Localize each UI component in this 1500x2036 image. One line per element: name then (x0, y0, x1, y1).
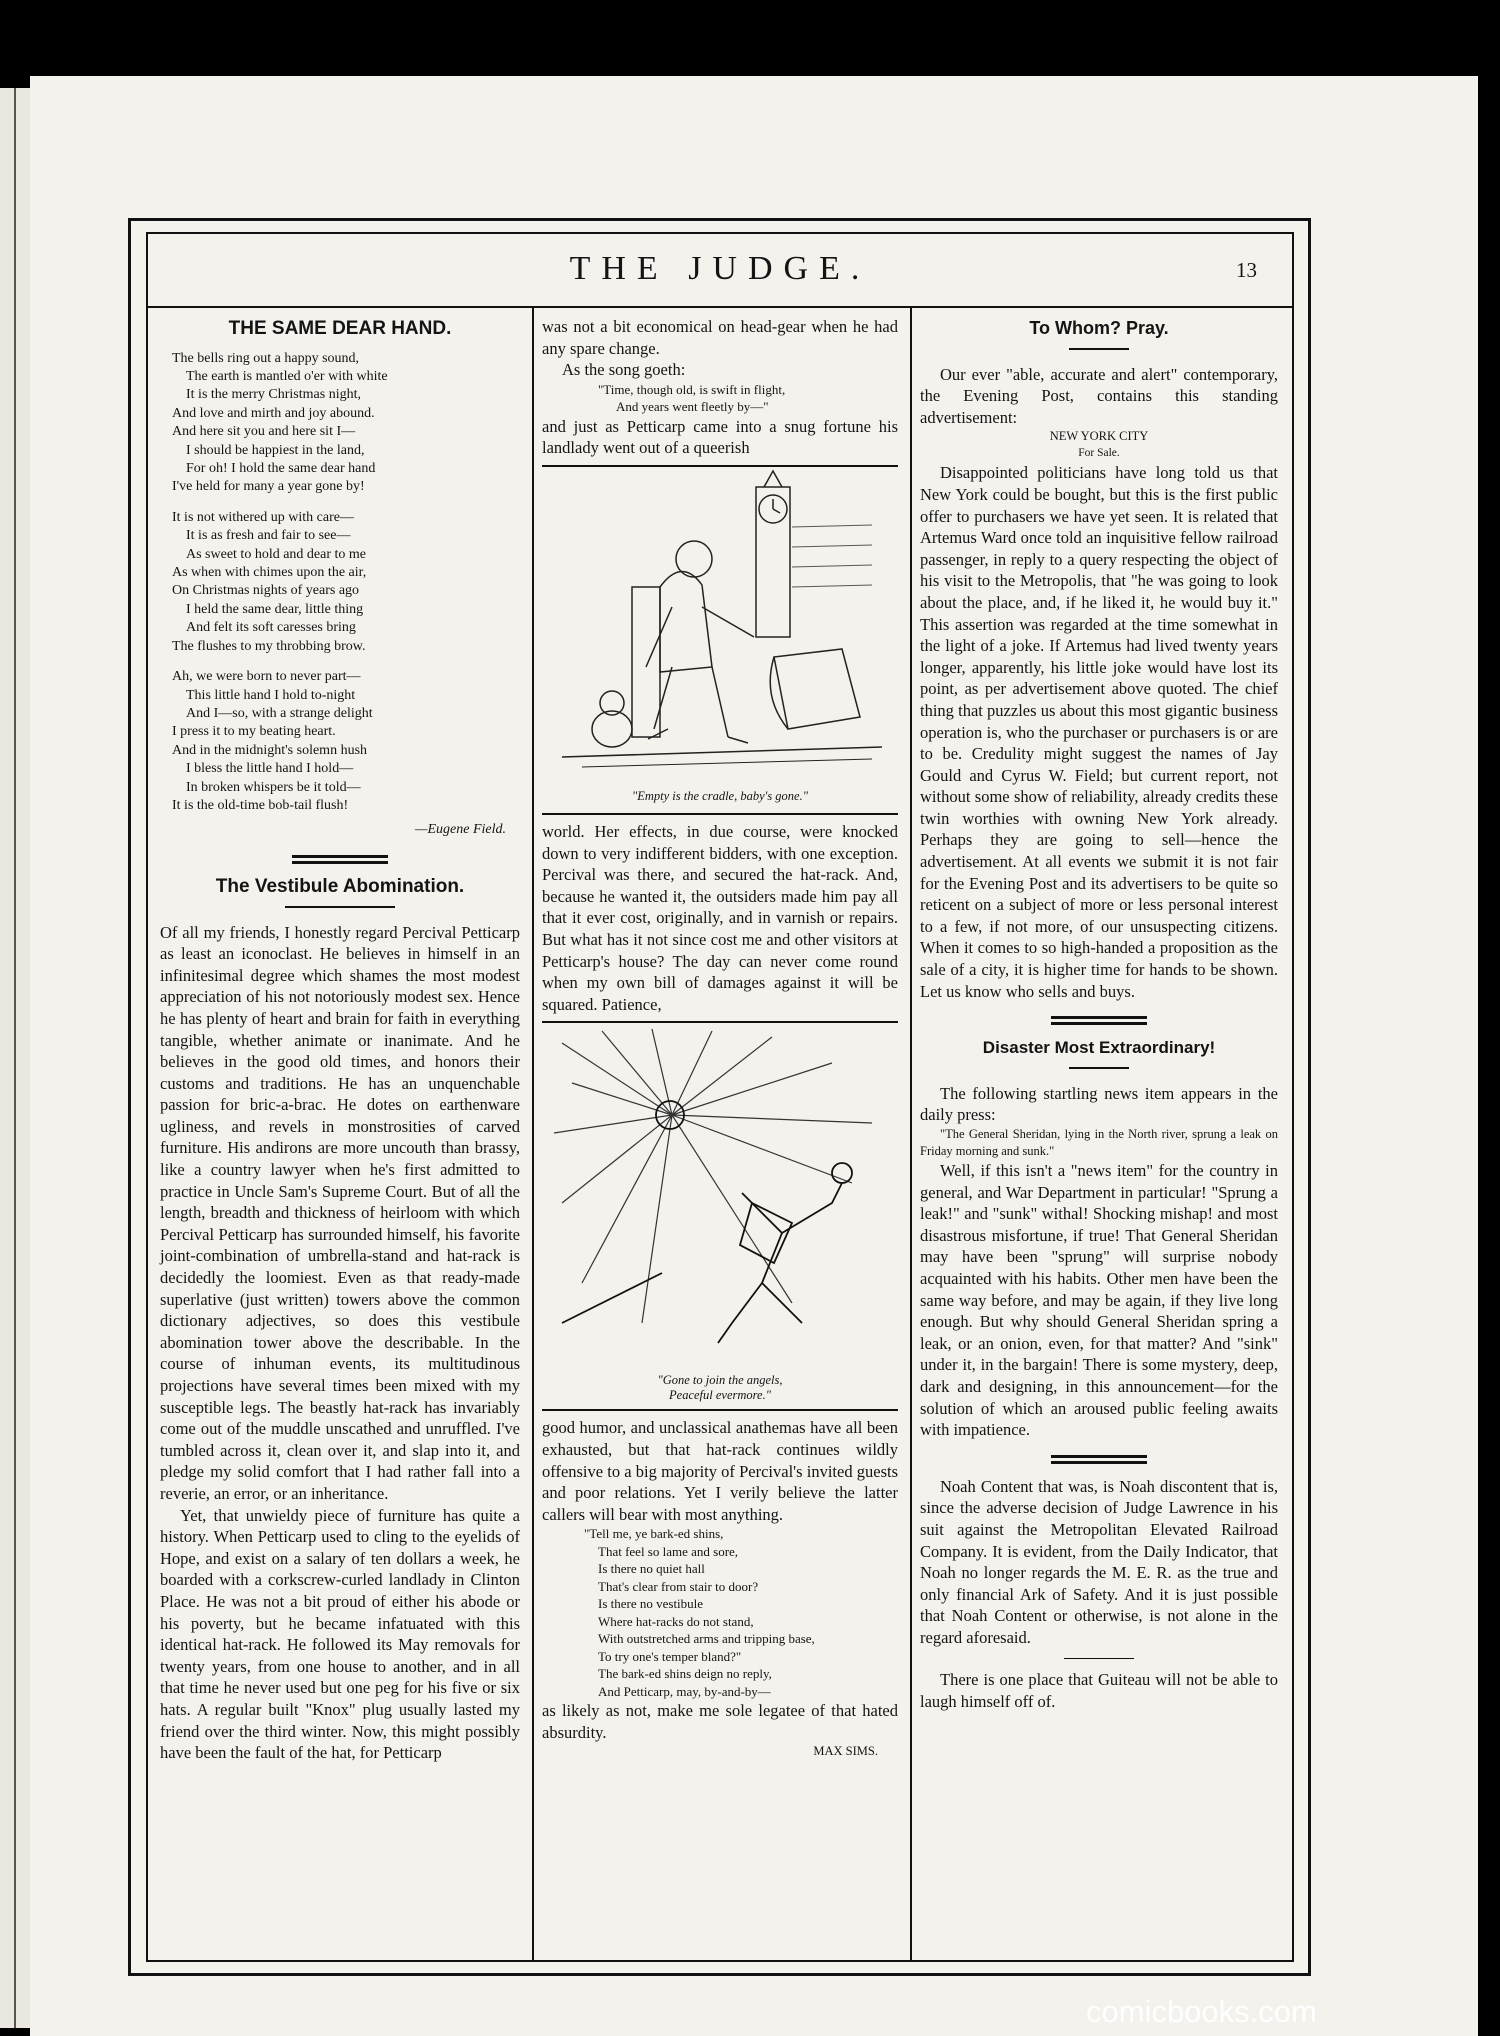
article-paragraph: Well, if this isn't a "news item" for the country in general, and War Department in particular! "Sprung a leak!" and "sunk" withal! Shocking mishap! and most disastrous misfortune, if true! That General Sheridan may have been "sprung" will surprise nobody acquainted with his habits. Other men have been the same way before, and may be again, if they live long enough. But why should General Sheridan spring a leak, or an onion, even, for that matter? And "sink" under it, in the bargain! There is some mystery, deep, dark and designing, in this announcement—for the solution of which an aroused public feeling awaits with impatience. (920, 1161, 1278, 1440)
facing-page-edge (0, 88, 33, 2028)
article-paragraph: Of all my friends, I honestly regard Percival Petticarp as least an iconoclast. He believes in himself in an infinitesimal degree which shames the most modest appreciation of his not notoriously modest sex. Hence he has plenty of heart and brain for faith in everything tangible, whether animate or inanimate. And he believes in the good old times, and honors their customs and traditions. He has an unquenchable passion for bric-a-brac. He dotes on earthenware ugliness, and revels in monstrosities of carved furniture. His andirons are more uncouth than brassy, like a country lawyer when he's first admitted to practice in Uncle Sam's Supreme Court. But of all the length, breadth and thickness of heirloom with which Percival Petticarp has surrounded himself, his favorite joint-combination of umbrella-stand and hat-rack is decidedly the loomiest. Even as that ready-made superlative (just written) towers above the common dictionary adjectives, so does this vestibule abomination tower above the describable. In the course of inhuman events, its multitudinous projections have several times been mixed with my susceptible legs. The beastly hat-rack has invariably come out of the muddle unscathed and unruffled. I've tumbled across it, clean over it, and slap into it, and pledge my solid comfort that I had rather fall into a reverie, an error, or an inheritance. (160, 922, 520, 1503)
verse-line: For oh! I hold the same dear hand (186, 461, 376, 477)
song-quote (542, 381, 898, 416)
column-2 (542, 316, 898, 1760)
verse-line: On Christmas nights of years ago (172, 583, 360, 599)
article-title-2: Disaster Most Extraordinary! (982, 1038, 1216, 1058)
news-quote: "The General Sheridan, lying in the North river, sprung a leak on Friday morning and sunk." (920, 1127, 1278, 1158)
verse-line: To try one's temper bland?" (598, 1648, 742, 1664)
verse-line: The flushes to my throbbing brow. (172, 638, 366, 654)
verse-line: The bark-ed shins deign no reply, (598, 1666, 772, 1682)
verse-line: The earth is mantled o'er with white (186, 369, 388, 384)
poem-body (160, 350, 520, 816)
column-rule-2 (910, 308, 912, 1962)
verse-line: I held the same dear, little thing (186, 601, 364, 617)
caption-cradle: "Empty is the cradle, baby's gone." (632, 788, 808, 803)
verse-line: I bless the little hand I hold— (186, 761, 354, 777)
verse-line: Is there no quiet hall (598, 1561, 705, 1577)
double-rule (1051, 1016, 1147, 1025)
verse-line: And felt its soft caresses bring (186, 620, 356, 636)
verse-line: It is as fresh and fair to see— (186, 528, 351, 544)
article-continuation: was not a bit economical on head-gear when he had any spare change. (542, 317, 898, 358)
title-rule (285, 906, 395, 908)
verse-line: And I—so, with a strange delight (186, 705, 373, 721)
verse-line: That's clear from stair to door? (598, 1578, 759, 1594)
article-title-1: To Whom? Pray. (1029, 318, 1169, 338)
caption-explosion-2: Peaceful evermore." (669, 1387, 771, 1402)
verse-line: "Tell me, ye bark-ed shins, (584, 1526, 724, 1542)
verse-line: As when with chimes upon the air, (172, 565, 367, 581)
author-signature: MAX SIMS. (813, 1744, 878, 1759)
article-continuation: as likely as not, make me sole legatee of that hated absurdity. (542, 1701, 898, 1742)
verse-quote (542, 1525, 898, 1700)
advertisement-line: NEW YORK CITY (1049, 429, 1149, 444)
verse-line: And here sit you and here sit I— (172, 424, 356, 440)
verse-line: I should be happiest in the land, (186, 442, 365, 458)
article-paragraph: There is one place that Guiteau will not be able to laugh himself off of. (920, 1670, 1278, 1712)
verse-line: "Time, though old, is swift in flight, (598, 381, 786, 397)
double-rule (292, 855, 388, 864)
verse-line: This little hand I hold to-night (186, 687, 356, 703)
stanza-2 (172, 509, 520, 656)
cradle-illustration-icon (542, 467, 898, 783)
stanza-3 (172, 668, 520, 815)
masthead-title: THE JUDGE. (569, 250, 871, 287)
poem-author: —Eugene Field. (415, 822, 506, 838)
column-rule-1 (532, 308, 534, 1962)
verse-line: I press it to my beating heart. (172, 724, 336, 740)
column-3 (920, 316, 1278, 1713)
verse-line: Ah, we were born to never part— (172, 669, 361, 685)
verse-line: It is the merry Christmas night, (186, 387, 361, 403)
verse-line: And love and mirth and joy abound. (172, 405, 375, 421)
article-continuation: and just as Petticarp came into a snug fortune his landlady went out of a queerish (542, 416, 898, 458)
header-rule (146, 306, 1294, 308)
verse-line: It is not withered up with care— (172, 509, 354, 525)
article-continuation: As the song goeth: (562, 360, 686, 380)
article-paragraph: Disappointed politicians have long told us that New York could be bought, but this is the first public offer to purchasers we have yet seen. It is related that Artemus Ward once told an inquisitive fellow railroad passenger, in reply to a query respecting the object of his visit to the Metropolis, that "he was going to look about the place, and, if he liked it, he would buy it." This assertion was regarded at the time somewhat in the light of a joke. If Artemus had lived twenty years longer, apparently, his little joke would have lost its point, as per advertisement above quoted. The chief thing that puzzles us about this most gigantic business operation is, who the purchaser or purchasers is or are to be. Credulity might suggest the names of Jay Gould and Cyrus W. Field; but current report, not without some show of reliability, already credits these twin worthies with owning New York already. Perhaps they are going to sell—hence the advertisement. At all events we submit it is not fair for the Evening Post and its advertisers to be quite so reticent on a subject of more or less personal interest to a few, if not more, of our unsuspecting citizens. When it comes to so high-handed a proposition as the sale of a city, it is higher time for hands to be shown. Let us know who sells and buys. (920, 463, 1278, 1001)
verse-line: Is there no vestibule (598, 1596, 704, 1612)
advertisement-line: For Sale. (1078, 447, 1120, 460)
article-paragraph: Noah Content that was, is Noah discontent that is, since the adverse decision of Judge Lawrence in his suit against the Metropolitan Elevated Railroad Company. It is evident, from the Daily Indicator, that Noah no longer regards the M. E. R. as the true and only financial Ark of Safety. And it is just possible that Noah Content or otherwise, is not alone in the regard aforesaid. (920, 1476, 1278, 1647)
article-paragraph: Yet, that unwieldy piece of furniture has quite a history. When Petticarp used to cling to the eyelids of Hope, and exist on a salary of ten dollars a week, he boarded with a corkscrew-curled landlady in Clinton Place. He was not a bit proud of either his abode or his poverty, but he became infatuated with this identical hat-rack. He followed its May removals for twenty years, from one house to another, and in all that time he never used but one peg for his five or six hats. A regular built "Knox" plug usually lasted my friend over the third winter. Now, this might possibly have been the fault of the hat, for Petticarp (160, 1505, 520, 1763)
verse-line: That feel so lame and sore, (598, 1543, 739, 1559)
watermark: comicbooks.com (1086, 1994, 1317, 2029)
verse-line: As sweet to hold and dear to me (186, 546, 367, 562)
verse-line: In broken whispers be it told— (186, 779, 361, 795)
illustration-cradle (542, 465, 898, 815)
column-1 (160, 316, 520, 1764)
separator-rule (1064, 1658, 1134, 1659)
double-rule (1051, 1455, 1147, 1464)
page-number: 13 (1236, 258, 1257, 282)
verse-line: And in the midnight's solemn hush (172, 742, 368, 758)
verse-line: Where hat-racks do not stand, (598, 1613, 754, 1629)
verse-line: The bells ring out a happy sound, (172, 350, 360, 366)
verse-line: And years went fleetly by—" (616, 399, 769, 415)
article-continuation: world. Her effects, in due course, were knocked down to very indifferent bidders, with one exception. Percival was there, and secured the hat-rack. And, because he wanted it, the outsiders made him pay all that it ever cost, originally, and in varnish or repairs. But what has it not since cost me and other visitors at Petticarp's house? The day can never come round when my own bill of damages against it will be squared. Patience, (542, 821, 898, 1014)
caption-explosion-1: "Gone to join the angels, (657, 1372, 783, 1387)
poem-title: THE SAME DEAR HAND. (228, 318, 452, 339)
article-continuation: good humor, and unclassical anathemas have all been exhausted, but that hat-rack continues wildly offensive to a big majority of Percival's invited guests and poor relations. Yet I verily believe the latter callers will bear with most anything. (542, 1418, 898, 1524)
explosion-illustration-icon (542, 1023, 898, 1367)
title-rule (1069, 1067, 1129, 1069)
article-paragraph: Our ever "able, accurate and alert" contemporary, the Evening Post, contains this standing advertisement: (920, 364, 1278, 427)
verse-line: And Petticarp, may, by-and-by— (598, 1683, 771, 1699)
verse-line: With outstretched arms and tripping base, (598, 1631, 815, 1647)
stanza-1 (172, 350, 520, 497)
verse-line: I've held for many a year gone by! (172, 479, 365, 495)
title-rule (1069, 348, 1129, 350)
article-title: The Vestibule Abomination. (215, 875, 465, 897)
article-paragraph: The following startling news item appears in the daily press: (920, 1083, 1278, 1125)
illustration-explosion (542, 1021, 898, 1411)
verse-line: It is the old-time bob-tail flush! (172, 797, 349, 813)
